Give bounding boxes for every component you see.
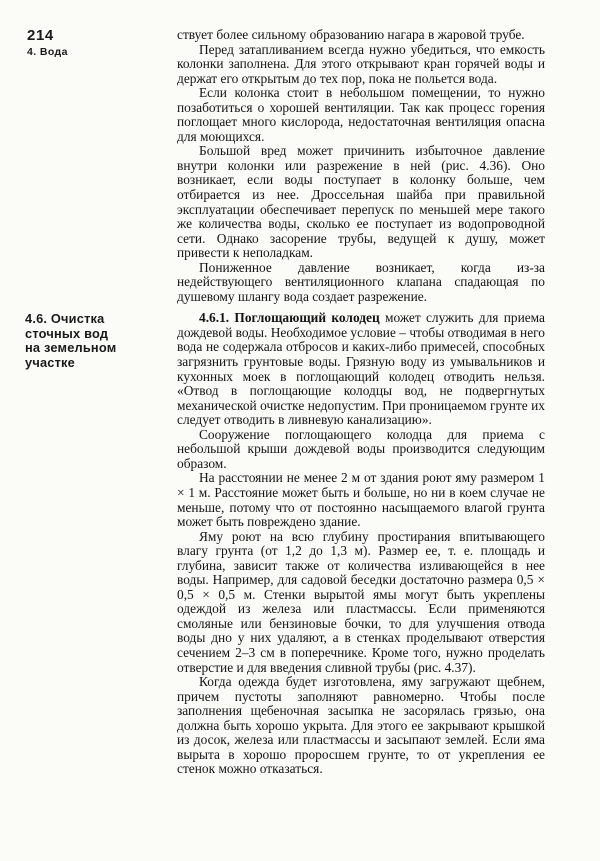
page-header [27, 28, 68, 58]
subsection-lead: 4.6.1. Поглощающий колодец [199, 310, 380, 326]
body-paragraph: Если колонка стоит в небольшом помещении, то нужно позаботиться о хорошей вентиляции. Так как процесс горения поглощает много кислорода, недостаточная вентиляция опасна для моющихся. [177, 85, 545, 144]
section-heading [25, 312, 171, 370]
body-paragraph: Сооружение поглощающего колодца для приема с небольшой крыши дождевой воды производится следующим образом. [177, 426, 545, 471]
subsection-text: может служить для приема дождевой воды. Необходимое условие – чтобы отводимая в него вода не содержала отбросов и каких-либо примесей, способных загрязнить грунтовые воды. Грязную воду из умывальников и кухонных моек в поглощающий колодец отводить нельзя. «Отвод в поглощающие колодцы вод, не подвергнутых механической очистке недопустим. При проницаемом грунте их следует отводить в ливневую канализацию». [177, 310, 546, 428]
body-paragraph: ствует более сильному образованию нагара в жаровой трубе. [177, 27, 525, 42]
chapter-label: 4. Вода [27, 46, 68, 58]
section-heading-line: сточных вод [25, 325, 109, 341]
section-heading-line: участке [25, 354, 75, 370]
section-heading-line: 4.6. Очистка [25, 311, 105, 327]
section-heading-line: на земельном [25, 340, 117, 356]
body-paragraph: Перед затапливанием всегда нужно убедиться, что емкость колонки заполнена. Для этого открывают кран горячей воды и держат его открытым до тех пор, пока не польется вода. [177, 41, 545, 86]
body-paragraph: Яму роют на всю глубину простирания впитывающего влагу грунта (от 1,2 до 1,3 м). Размер ее, т. е. площадь и глубина, зависит также от количества изливающейся в нее воды. Например, для садовой беседки достаточно размера 0,5 × 0,5 × 0,5 м. Стенки вырытой ямы могут быть укреплены одеждой из железа или пластмассы. Если применяются смоляные или бензиновые бочки, то для улучшения отвода воды дно у них удаляют, а в стенках проделывают отверстия сечением 2–3 см в поперечнике. Кроме того, нужно проделать отверстие и для введения сливной трубы (рис. 4.37). [177, 528, 545, 675]
body-paragraph-subsection [25, 310, 546, 428]
body-paragraph: На расстоянии не менее 2 м от здания роют яму размером 1 × 1 м. Расстояние может быть и больше, но ни в коем случае не меньше, потому что от постоянно насыщаемого влагой грунта может быть повреждено здание. [177, 470, 545, 530]
body-paragraph: Пониженное давление возникает, когда из-за недействующего вентиляционного клапана спадающая по душевому шлангу вода создает разрежение. [177, 259, 545, 304]
page-number: 214 [27, 27, 54, 44]
body-paragraph: Большой вред может причинить избыточное давление внутри колонки или разрежение в ней (рис. 4.36). Оно возникает, если воды поступает в колонку больше, чем отбирается из нее. Дроссельная шайба при правильной эксплуатации обеспечивает перепуск по меньшей мере такого же количества воды, сколько ее поступает из водопроводной сети. Однако засорение трубы, ведущей к душу, может привести к неполадкам. [177, 143, 545, 261]
body-paragraph: Когда одежда будет изготовлена, яму загружают щебнем, причем пустоты заполняют равномерно. Чтобы после заполнения щебеночная засыпка не засорялась грязью, она должна быть хорошо укрыта. Для этого ее закрывают крышкой из досок, железа или пластмассы и засыпают землей. Если яма вырыта в хорошо проросшем грунте, то от укрепления ее стенок можно отказаться. [177, 674, 545, 777]
